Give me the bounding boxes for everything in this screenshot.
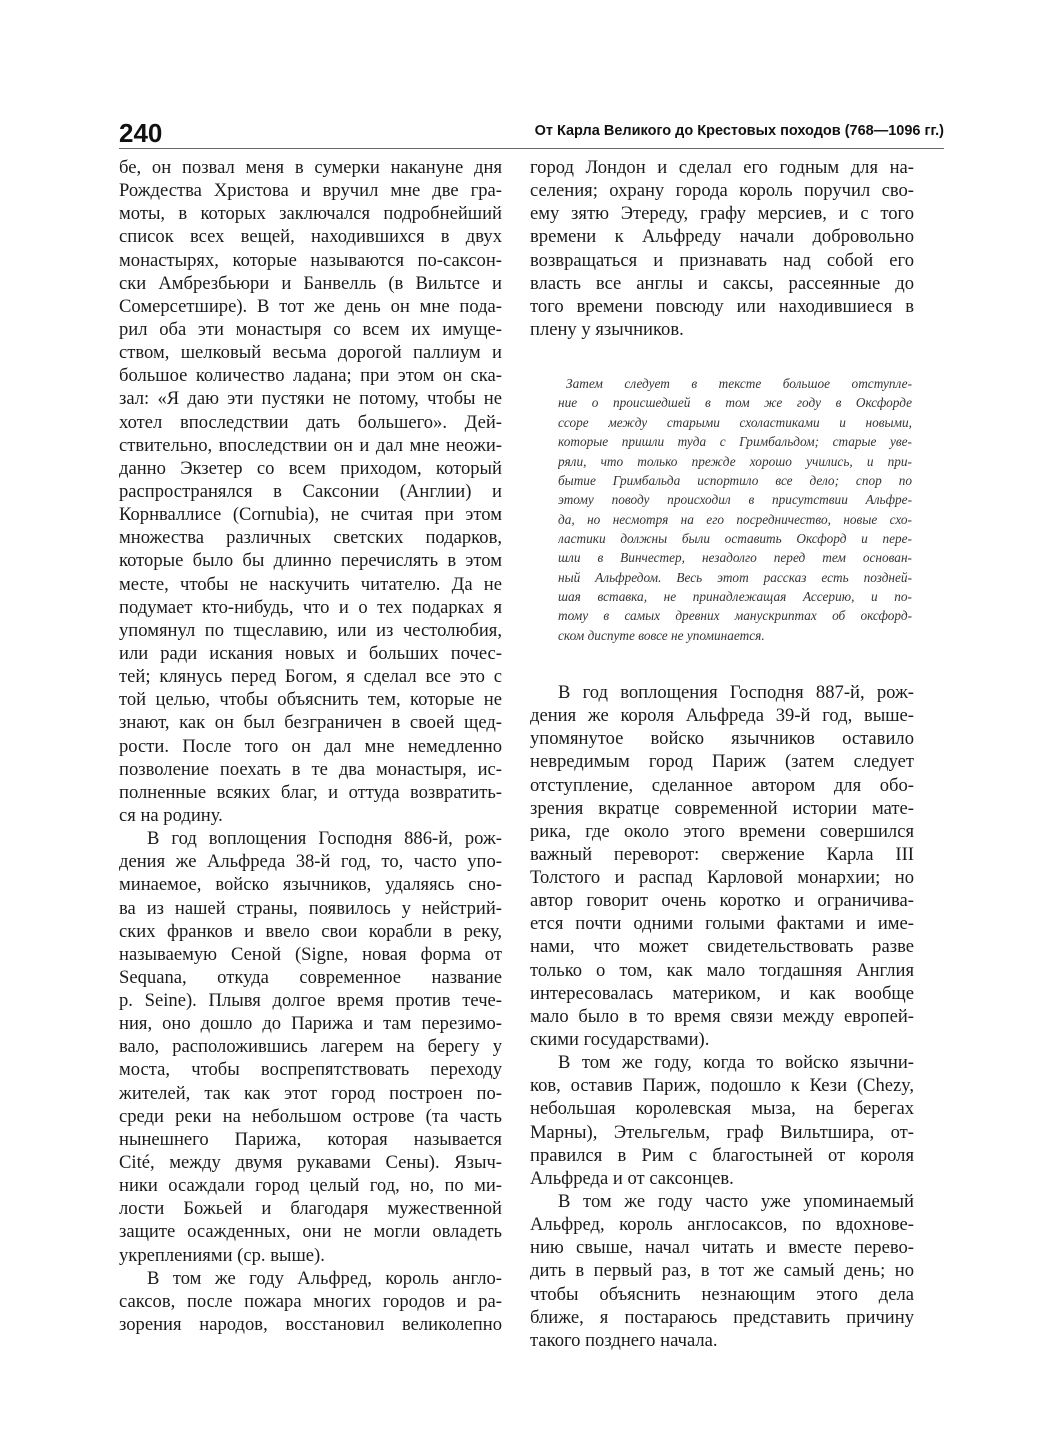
editorial-note — [530, 374, 914, 645]
text-line: нынешнего Парижа, которая называется — [119, 1128, 502, 1150]
text-line: город Лондон и сделал его годным для на- — [530, 157, 914, 178]
text-line: нию свыше, начал читать и вместе перево- — [530, 1237, 914, 1259]
paragraph — [530, 156, 914, 341]
text-line: невредимым город Париж (затем следует — [530, 751, 914, 773]
text-line: ему зятю Этереду, графу мерсиев, и с того — [530, 203, 914, 225]
right-column — [530, 156, 914, 1352]
paragraph — [119, 827, 502, 1267]
text-line: интересовалась материком, и как вообще — [530, 982, 914, 1004]
text-line: список всех вещей, находившихся в двух — [119, 226, 502, 248]
text-line: дения же Альфреда 38-й год, то, часто упо- — [119, 851, 502, 873]
text-line: упомянутое войско язычников оставило — [530, 728, 914, 750]
text-line: ся на родину. — [119, 804, 223, 826]
text-line: называемую Сеной (Signe, новая форма от — [119, 943, 502, 965]
paragraph — [530, 1190, 914, 1352]
text-line: небольшая королевская мыза, на берегах — [530, 1098, 914, 1120]
text-line: упомянул по тщеславию, или из честолюбия, — [119, 619, 502, 641]
text-line: зорения народов, восстановил великолепно — [119, 1314, 502, 1336]
text-line: ния, оно дошло до Парижа и там перезимо- — [119, 1013, 502, 1035]
text-line: правился в Рим с благостыней от короля — [530, 1144, 914, 1166]
text-line: В том же году часто уже упоминаемый — [558, 1191, 914, 1213]
text-line: ских франков и ввело свои корабли в реку, — [119, 920, 502, 942]
text-line: того времени повсюду или находившиеся в — [530, 295, 914, 317]
text-line: селения; охрану города король поручил сво- — [530, 180, 914, 202]
text-line: власть все англы и саксы, рассеянные до — [530, 272, 914, 294]
text-line: зал: «Я даю эти пустяки не потому, чтобы не — [119, 388, 502, 410]
paragraph — [530, 681, 914, 1051]
text-line: отступление, сделанное автором для обо- — [530, 774, 914, 796]
page-number: 240 — [119, 118, 163, 148]
text-line: плену у язычников. — [530, 318, 684, 340]
text-line: только о том, как мало тогдашняя Англия — [530, 959, 914, 981]
paragraph — [530, 1051, 914, 1190]
text-line: важный переворот: свержение Карла III — [530, 843, 914, 865]
text-line: ва из нашей страны, появилось у нейстрий- — [119, 897, 502, 919]
text-line: саксов, после пожара многих городов и ра- — [119, 1290, 502, 1312]
text-line: среди реки на небольшом острове (та часть — [119, 1105, 502, 1127]
text-line: ством, шелковый весьма дорогой паллиум и — [119, 342, 502, 364]
text-line: моста, чтобы воспрепятствовать переходу — [119, 1059, 502, 1081]
text-line: скими государствами). — [530, 1029, 710, 1051]
text-line: Cité, между двумя рукавами Сены). Языч- — [119, 1152, 502, 1174]
text-line: Рождества Христова и вручил мне две гра- — [119, 180, 502, 202]
text-line: дить в первый раз, в тот же самый день; но — [530, 1260, 914, 1282]
text-line: рил оба эти монастыря со всем их имуще- — [119, 318, 502, 340]
text-line: чтобы объяснить незнающим этого дела — [530, 1283, 914, 1305]
text-line: тей; клянусь перед Богом, я сделал все это с — [119, 666, 502, 688]
text-line: полненные всяких благ, и оттуда возвратить- — [119, 781, 502, 803]
text-line: большое количество ладана; при этом он ска- — [119, 365, 502, 387]
note-line: ссоре между старыми схоластиками и новыми, — [558, 414, 912, 430]
text-line: защите осажденных, они не могли овладеть — [119, 1221, 502, 1243]
note-line: Затем следует в тексте большое отступле- — [566, 376, 912, 392]
text-line: жителей, так как этот город построен по- — [119, 1082, 502, 1104]
text-line: автор говорит очень коротко и ограничива- — [530, 890, 914, 912]
paragraph — [119, 1267, 502, 1336]
text-line: дения же короля Альфреда 39-й год, выше- — [530, 705, 914, 727]
text-line: монастырях, которые называются по-саксон- — [119, 249, 502, 271]
note-line: да, но несмотря на его посредничество, новые схо- — [558, 511, 912, 527]
text-line: позволение поехать в те два монастыря, ис- — [119, 758, 502, 780]
text-line: Сомерсетшире). В тот же день он мне пода- — [119, 295, 502, 317]
text-line: ближе, я постараюсь представить причину — [530, 1306, 914, 1328]
text-line: данно Экзетер со всем приходом, который — [119, 457, 502, 479]
running-head — [119, 114, 944, 149]
note-line: ряли, что только прежде хорошо учились, и при- — [558, 453, 912, 469]
text-line: распространялся в Саксонии (Англии) и — [119, 480, 502, 502]
text-line: Альфред, король англосаксов, по вдохнове- — [530, 1214, 914, 1236]
text-line: бе, он позвал меня в сумерки накануне дня — [119, 157, 502, 178]
note-line: ние о происшедшей в том же году в Оксфорде — [558, 395, 912, 411]
note-line: шая вставка, не принадлежащая Ассерию, и по- — [558, 588, 912, 604]
text-line: возвращаться и признавать над собой его — [530, 249, 914, 271]
text-line: зрения вкратце современной истории мате- — [530, 797, 914, 819]
text-line: моты, в которых заключался подробнейший — [119, 203, 502, 225]
text-line: ков, оставив Париж, подошло к Кези (Chezy, — [530, 1075, 914, 1097]
note-line: тому в самых древних манускриптах об оксфорд- — [558, 608, 912, 624]
note-line: бытие Гримбальда испортило все дело; спор по — [558, 472, 912, 488]
text-line: ствительно, впоследствии он и дал мне неожи- — [119, 434, 502, 456]
text-line: В том же году Альфред, король англо- — [147, 1267, 502, 1289]
text-line: рика, где около этого времени совершился — [530, 820, 914, 842]
text-line: вало, расположившись лагерем на берегу у — [119, 1036, 502, 1058]
note-line: которые пришли туда с Гримбальдом; старые уве- — [558, 434, 912, 450]
text-line: лости Божьей и благодаря мужественной — [119, 1198, 502, 1220]
text-line: В год воплощения Господня 886-й, рож- — [147, 828, 502, 850]
note-line: этому поводу происходил в присутствии Альфре- — [558, 492, 912, 508]
note-line: шли в Винчестер, незадолго перед тем основан- — [558, 550, 912, 566]
text-line: знают, как он был безграничен в своей щед- — [119, 712, 502, 734]
text-line: Марны), Этельгельм, граф Вильтшира, от- — [530, 1121, 914, 1143]
text-line: Sequana, откуда современное название — [119, 966, 502, 988]
note-line: ластики должны были оставить Оксфорд и пере- — [558, 530, 912, 546]
text-line: Альфреда и от саксонцев. — [530, 1167, 734, 1189]
text-line: такого позднего начала. — [530, 1329, 718, 1351]
text-line: Толстого и распад Карловой монархии; но — [530, 867, 914, 889]
text-line: или ради искания новых и больших почес- — [119, 642, 502, 664]
text-line: хотел впоследствии дать большего». Дей- — [119, 411, 502, 433]
paragraph — [119, 156, 502, 827]
text-line: ники осаждали город целый год, но, по ми- — [119, 1175, 502, 1197]
text-line: р. Seine). Плывя долгое время против тече- — [119, 990, 502, 1012]
text-line: рости. После того он дал мне немедленно — [119, 735, 502, 757]
running-title: От Карла Великого до Крестовых походов (768—1096 гг.) — [534, 122, 944, 139]
text-line: которые было бы длинно перечислять в этом — [119, 550, 502, 572]
text-line: месте, чтобы не наскучить читателю. Да не — [119, 573, 502, 595]
text-line: мало было в то время связи между европей- — [530, 1005, 914, 1027]
text-line: ется почти одними голыми фактами и име- — [530, 913, 914, 935]
text-line: В год воплощения Господня 887-й, рож- — [558, 681, 914, 703]
note-line: ный Альфредом. Весь этот рассказ есть поздней- — [558, 569, 912, 585]
text-line: В том же году, когда то войско язычни- — [558, 1052, 914, 1074]
left-column — [119, 156, 502, 1336]
text-line: нами, что может свидетельствовать разве — [530, 936, 914, 958]
text-line: укреплениями (ср. выше). — [119, 1244, 325, 1266]
text-line: Корнваллисе (Cornubia), не считая при этом — [119, 504, 502, 526]
text-line: подумает кто-нибудь, что и о тех подарках я — [119, 596, 502, 618]
text-line: минаемое, войско язычников, удаляясь сно- — [119, 874, 502, 896]
text-line: ски Амбрезбьюри и Банвелль (в Вильтсе и — [119, 272, 502, 294]
text-line: той целью, чтобы объяснить тем, которые не — [119, 689, 502, 711]
note-line: ском диспуте вовсе не упоминается. — [558, 627, 765, 643]
text-line: времени к Альфреду начали добровольно — [530, 226, 914, 248]
text-line: множества различных светских подарков, — [119, 527, 502, 549]
